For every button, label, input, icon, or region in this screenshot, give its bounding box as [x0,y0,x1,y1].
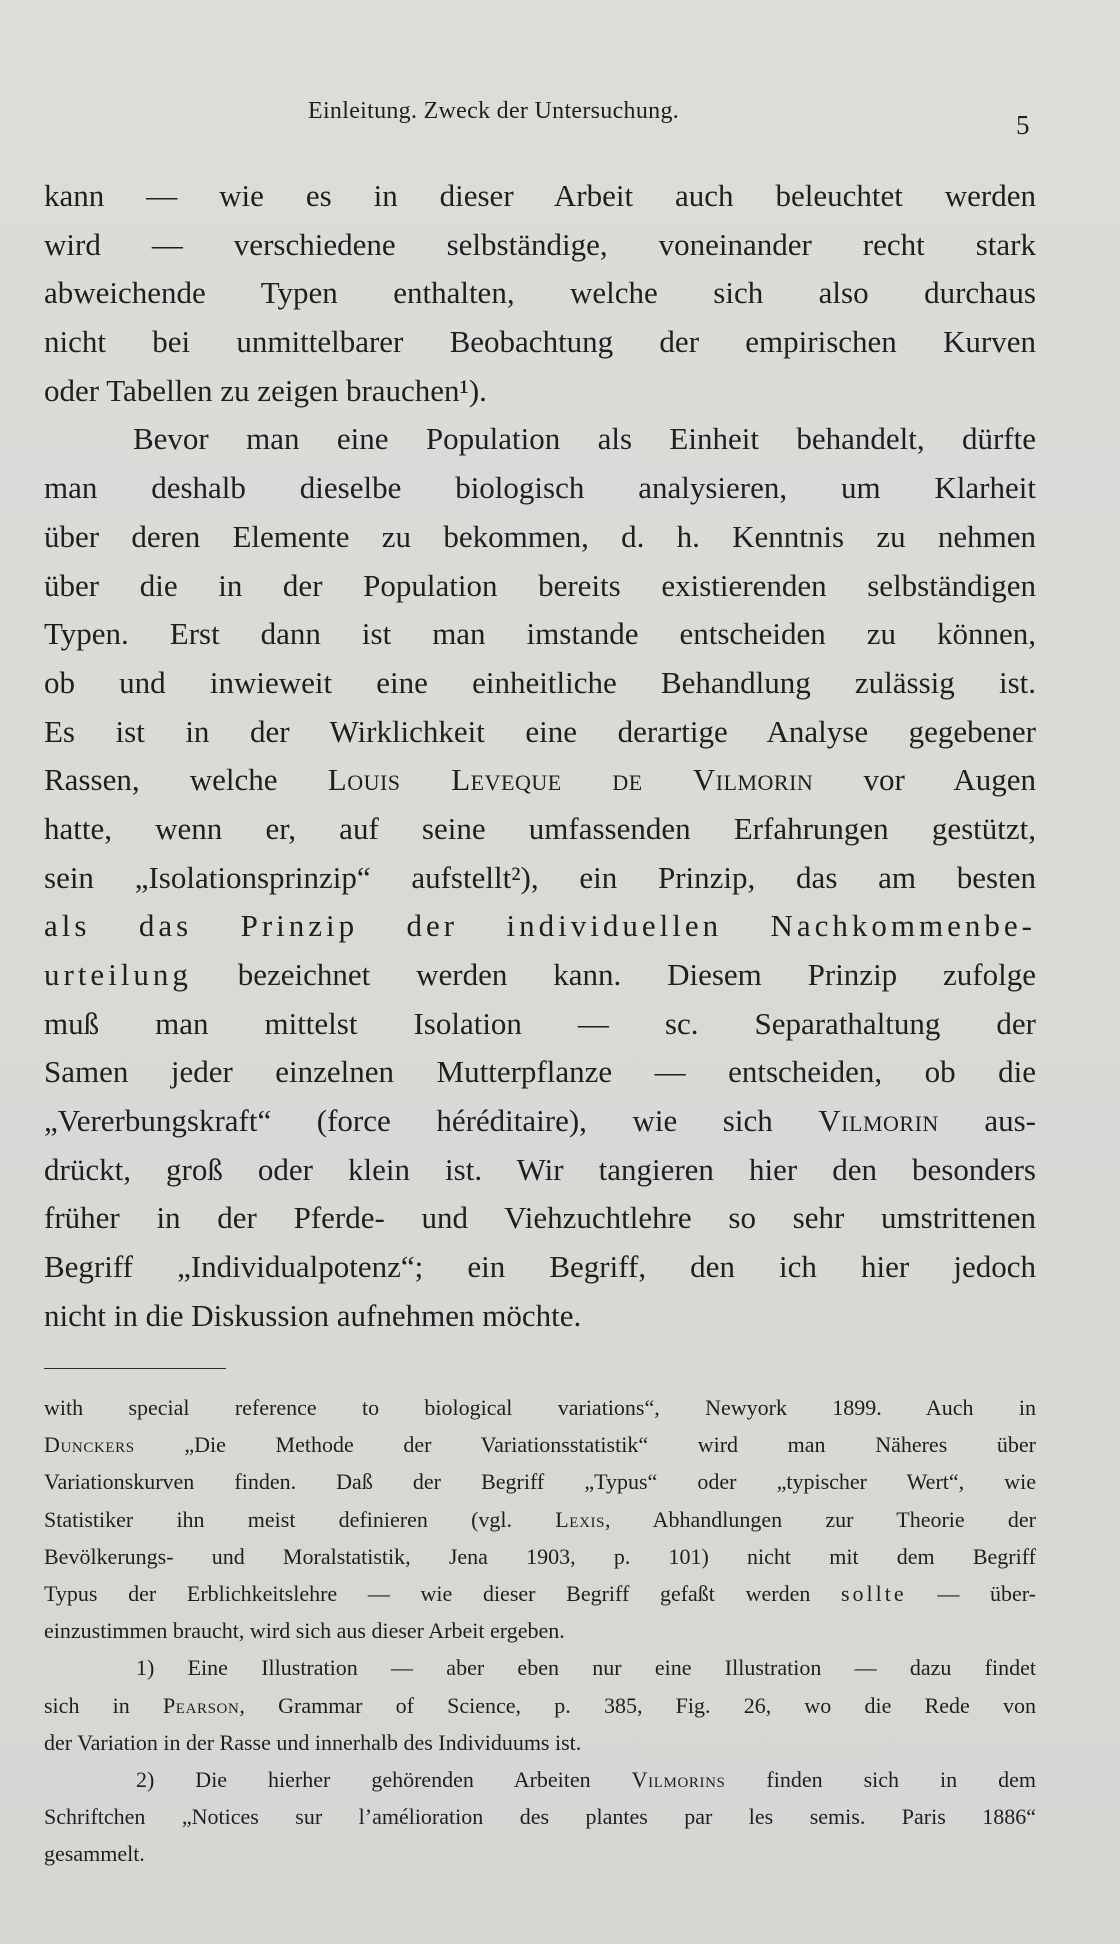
body-line-8: über deren Elemente zu bekommen, d. h. Kenntnis zu nehmen [44,518,1036,554]
footnote-rule [44,1368,226,1369]
body-line-16-pre: als das [44,908,241,944]
footnote-line-4-post: , Abhandlungen zur Theorie der [605,1506,1036,1532]
body-line-3: abweichende Typen enthalten, welche sich also durchaus [44,275,1036,311]
body-line-16 [44,902,1036,951]
body-line-22: früher in der Pferde- und Viehzuchtlehre so sehr umstrittenen [44,1200,1036,1236]
body-line-13 [44,756,1036,805]
body-line-5: oder Tabellen zu zeigen brauchen¹). [44,372,487,408]
footnote-1-line-2 [44,1687,1036,1724]
body-line-23: Begriff „Individualpotenz“; ein Begriff, den ich hier jedoch [44,1249,1036,1285]
body-line-13-post: vor Augen [813,762,1036,798]
author-name-lexis: Lexis [555,1506,606,1532]
footnote-line-3: Variationskurven finden. Daß der Begriff „Typus“ oder „typischer Wert“, wie [44,1469,1036,1495]
body-line-4: nicht bei unmittelbarer Beobachtung der empirischen Kurven [44,324,1036,360]
author-name-vilmorin-full: Louis Leveque de Vilmorin [327,762,814,798]
body-line-20-post: aus- [938,1103,1037,1139]
body-line-12: Es ist in der Wirklichkeit eine derartige Analyse gegebener [44,713,1036,749]
body-line-10: Typen. Erst dann ist man imstande entscheiden zu können, [44,616,1036,652]
footnote-2-line-1-post: finden sich in dem [725,1766,1036,1792]
footnote-2-line-2: Schriftchen „Notices sur l’amélioration des plantes par les semis. Paris 1886“ [44,1804,1036,1830]
footnote-line-6-post: — über- [906,1580,1036,1606]
body-line-15: sein „Isolationsprinzip“ aufstellt²), ein Prinzip, das am besten [44,859,1036,895]
body-line-24: nicht in die Diskussion aufnehmen möchte. [44,1297,582,1333]
page-number: 5 [1016,110,1030,140]
footnote-2-line-1 [44,1761,1036,1798]
footnote-line-2-post: „Die Methode der Variationsstatistik“ wird man Näheres über [134,1432,1036,1458]
body-line-2: wird — verschiedene selbständige, voneinander recht stark [44,226,1036,262]
emphasis-sollte: sollte [841,1580,907,1606]
running-head [0,98,1120,138]
footnotes [44,1389,1036,1872]
body-line-11: ob und inwieweit eine einheitliche Behandlung zulässig ist. [44,664,1036,700]
body-line-20 [44,1097,1036,1146]
running-title: Einleitung. Zweck der Untersuchung. [308,98,680,124]
emphasis-urteilung: urteilung [44,957,192,992]
body-line-13-pre: Rassen, welche [44,762,328,798]
emphasis-principle: Prinzip der individuellen Nachkommenbe- [240,908,1036,944]
body-text [44,172,1036,1341]
footnote-1-line-2-post: , Grammar of Science, p. 385, Fig. 26, wo die Rede von [239,1692,1036,1718]
body-line-6: Bevor man eine Population als Einheit behandelt, dürfte [133,421,1036,457]
author-name-pearson: Pearson [162,1692,240,1718]
body-line-1: kann — wie es in dieser Arbeit auch beleuchtet werden [44,178,1036,213]
body-line-18: muß man mittelst Isolation — sc. Separathaltung der [44,1005,1036,1041]
footnote-1-line-1: 1) Eine Illustration — aber eben nur eine Illustration — dazu findet [136,1655,1036,1681]
body-line-17-post: bezeichnet werden kann. Diesem Prinzip zufolge [191,957,1036,992]
author-name-dunckers: Dunckers [44,1432,135,1458]
author-name-vilmorins: Vilmorins [631,1766,726,1792]
body-line-9: über die in der Population bereits existierenden selbständigen [44,567,1036,603]
footnote-2-line-1-pre: 2) Die hierher gehörenden Arbeiten [136,1766,632,1792]
footnote-1-line-2-pre: sich in [44,1692,163,1718]
body-line-17 [44,951,1036,1000]
footnote-line-4-pre: Statistiker ihn meist definieren (vgl. [44,1506,556,1532]
footnote-1-line-3: der Variation in der Rasse und innerhalb des Individuums ist. [44,1729,582,1755]
body-line-19: Samen jeder einzelnen Mutterpflanze — entscheiden, ob die [44,1054,1036,1090]
footnote-line-7: einzustimmen braucht, wird sich aus dieser Arbeit ergeben. [44,1618,565,1644]
footnote-2-line-3: gesammelt. [44,1841,145,1867]
footnote-line-6-pre: Typus der Erblichkeitslehre — wie dieser Begriff gefaßt werden [44,1580,841,1606]
footnote-line-6 [44,1575,1036,1612]
footnote-line-2 [44,1426,1036,1463]
footnote-line-1: with special reference to biological variations“, Newyork 1899. Auch in [44,1395,1036,1420]
body-line-14: hatte, wenn er, auf seine umfassenden Erfahrungen gestützt, [44,810,1036,846]
body-line-21: drückt, groß oder klein ist. Wir tangieren hier den besonders [44,1151,1036,1187]
body-line-20-pre: „Vererbungskraft“ (force héréditaire), wie sich [44,1103,819,1139]
body-line-7: man deshalb dieselbe biologisch analysieren, um Klarheit [44,470,1036,506]
footnote-line-5: Bevölkerungs- und Moralstatistik, Jena 1903, p. 101) nicht mit dem Begriff [44,1543,1036,1569]
footnote-line-4 [44,1501,1036,1538]
author-name-vilmorin: Vilmorin [818,1103,939,1139]
